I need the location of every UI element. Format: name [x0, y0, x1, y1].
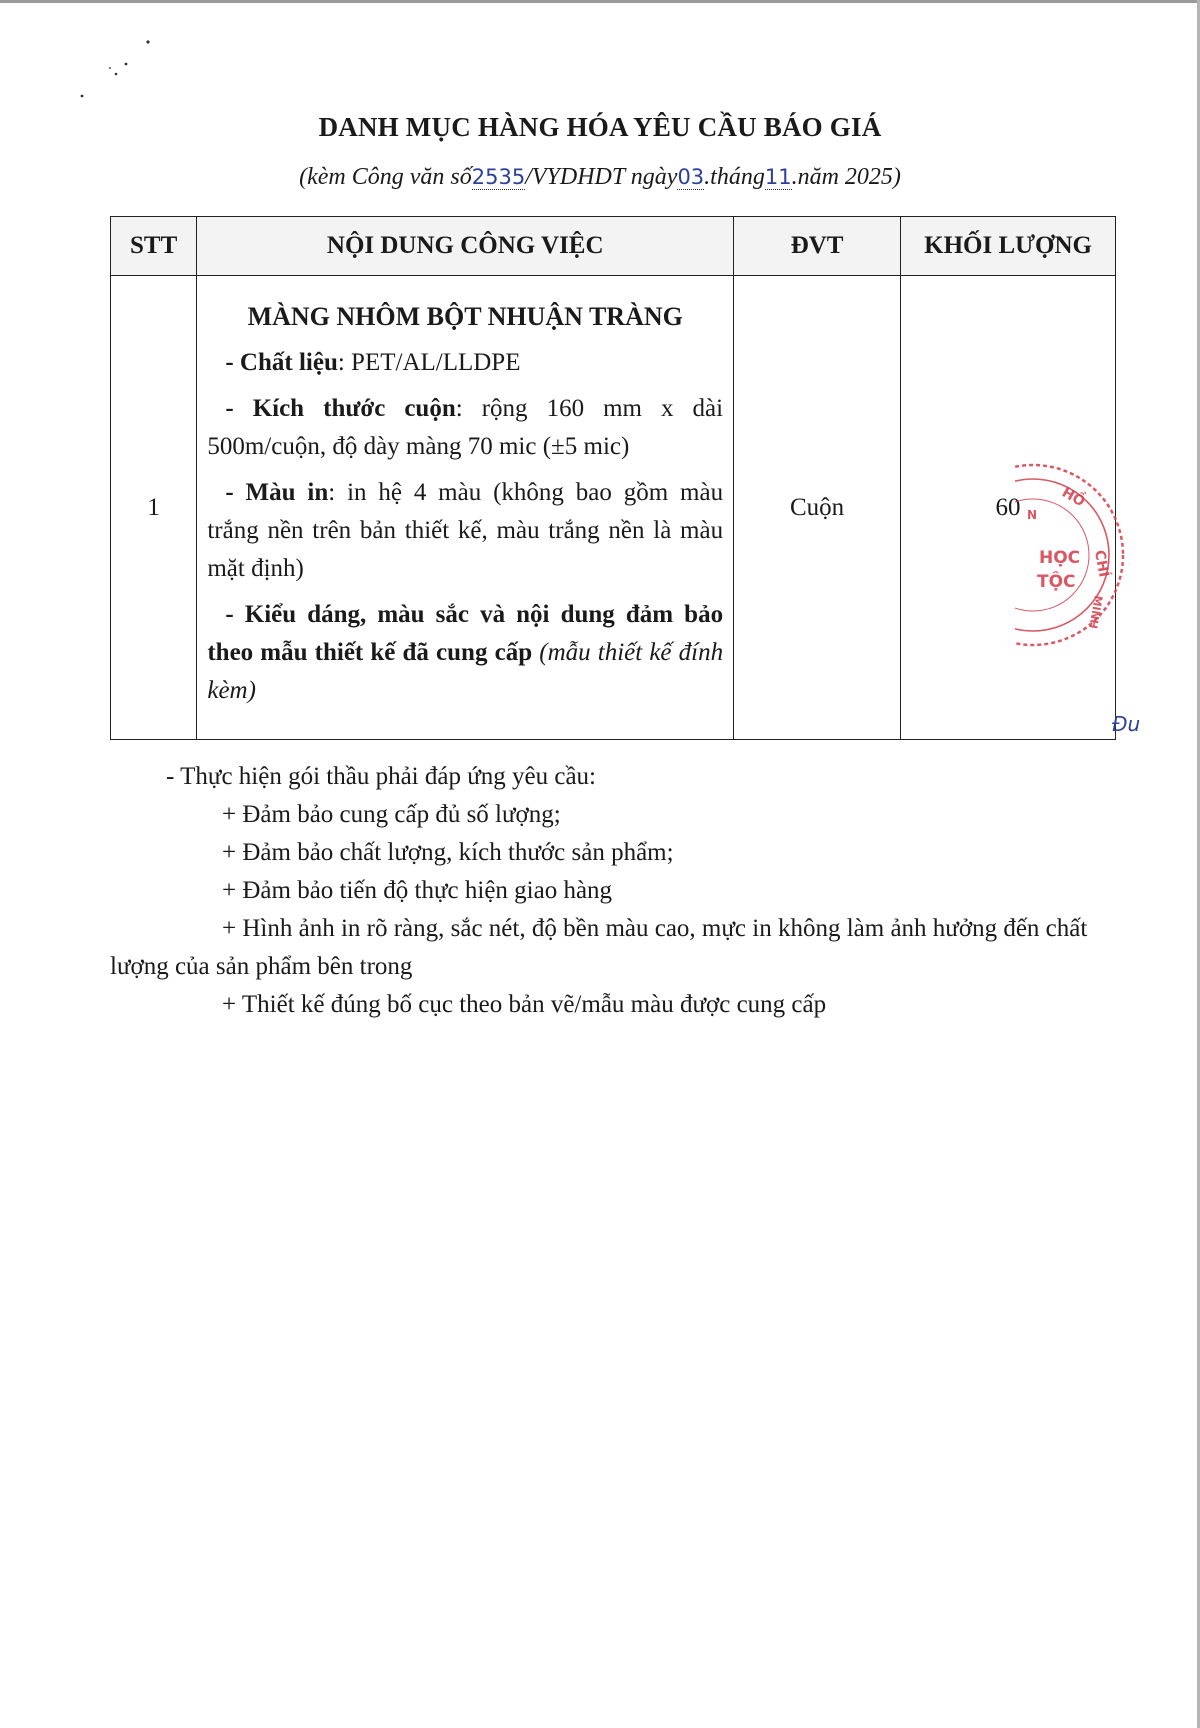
- spec-design: [207, 596, 723, 710]
- spec-label: - Kiểu dáng, màu sắc và nội dung đảm bảo theo mẫu thiết kế đã cung cấp: [207, 600, 724, 666]
- spec-label: - Kích thước cuộn: [225, 394, 456, 422]
- table-header-row: [111, 217, 1116, 276]
- doc-suffix: /VYDHDT ngày: [525, 164, 678, 190]
- spec-sep: :: [455, 394, 482, 422]
- row-quantity: 60: [901, 276, 1116, 740]
- svg-text:N: N: [1027, 508, 1038, 522]
- svg-text:HỌC: HỌC: [1039, 548, 1081, 568]
- subtitle-prefix: (kèm Công văn số: [299, 164, 472, 190]
- svg-text:TỘC: TỘC: [1037, 572, 1076, 592]
- red-seal-stamp: [1015, 455, 1135, 655]
- scan-specks: [70, 30, 160, 110]
- year-text: .năm 2025): [791, 164, 901, 190]
- svg-text:CHÍ: CHÍ: [1091, 548, 1112, 579]
- spec-material: [207, 344, 723, 382]
- doc-number-handwritten: 2535: [471, 165, 526, 189]
- spec-text: in hệ 4 màu (không bao gồm màu trắng nền trên bản thiết kế, màu trắng nền là màu mặt định): [207, 478, 724, 582]
- row-stt: 1: [111, 276, 197, 740]
- document-title: DANH MỤC HÀNG HÓA YÊU CẦU BÁO GIÁ: [318, 112, 882, 142]
- month-label: .tháng: [704, 164, 765, 190]
- svg-text:MINH: MINH: [1086, 594, 1105, 630]
- requirements-section: [110, 758, 1120, 1024]
- list-item: + Đảm bảo cung cấp đủ số lượng;: [222, 801, 561, 828]
- goods-table: [110, 216, 1116, 740]
- list-item: + Thiết kế đúng bố cục theo bản vẽ/mẫu màu được cung cấp: [222, 991, 827, 1018]
- svg-text:HỒ: HỒ: [1059, 484, 1088, 511]
- product-name: MÀNG NHÔM BỘT NHUẬN TRÀNG: [247, 301, 683, 331]
- requirements-intro: - Thực hiện gói thầu phải đáp ứng yêu cầu:: [166, 763, 596, 790]
- header-content: NỘI DUNG CÔNG VIỆC: [197, 217, 734, 276]
- spec-sep: :: [337, 348, 352, 376]
- row-content: [197, 276, 734, 740]
- header-unit: ĐVT: [734, 217, 901, 276]
- page-top-edge: [0, 0, 1200, 3]
- spec-text: PET/AL/LLDPE: [351, 348, 521, 376]
- list-item: + Hình ảnh in rõ ràng, sắc nét, độ bền màu cao, mực in không làm ảnh hưởng đến chất lượng của sản phẩm bên trong: [110, 915, 1088, 980]
- spec-print-color: [207, 474, 723, 588]
- day-handwritten: 03: [677, 165, 705, 189]
- month-handwritten: 11: [764, 165, 792, 189]
- table-row: [111, 276, 1116, 740]
- spec-text: rộng 160 mm x dài 500m/cuộn, độ dày màng 70 mic (±5 mic): [207, 394, 724, 460]
- header-quantity: KHỐI LƯỢNG: [901, 217, 1116, 276]
- spec-sep: :: [328, 478, 348, 506]
- list-item: + Đảm bảo tiến độ thực hiện giao hàng: [222, 877, 613, 904]
- document-subtitle: [0, 164, 1200, 191]
- row-unit: Cuộn: [734, 276, 901, 740]
- header-stt: STT: [111, 217, 197, 276]
- spec-italic-note: (mẫu thiết kế đính kèm): [207, 638, 724, 704]
- spec-label: - Màu in: [225, 478, 329, 506]
- spec-label: - Chất liệu: [225, 348, 338, 376]
- handwritten-initial: Đu: [1112, 712, 1141, 736]
- spec-roll-size: [207, 390, 723, 466]
- list-item: + Đảm bảo chất lượng, kích thước sản phẩm;: [222, 839, 674, 866]
